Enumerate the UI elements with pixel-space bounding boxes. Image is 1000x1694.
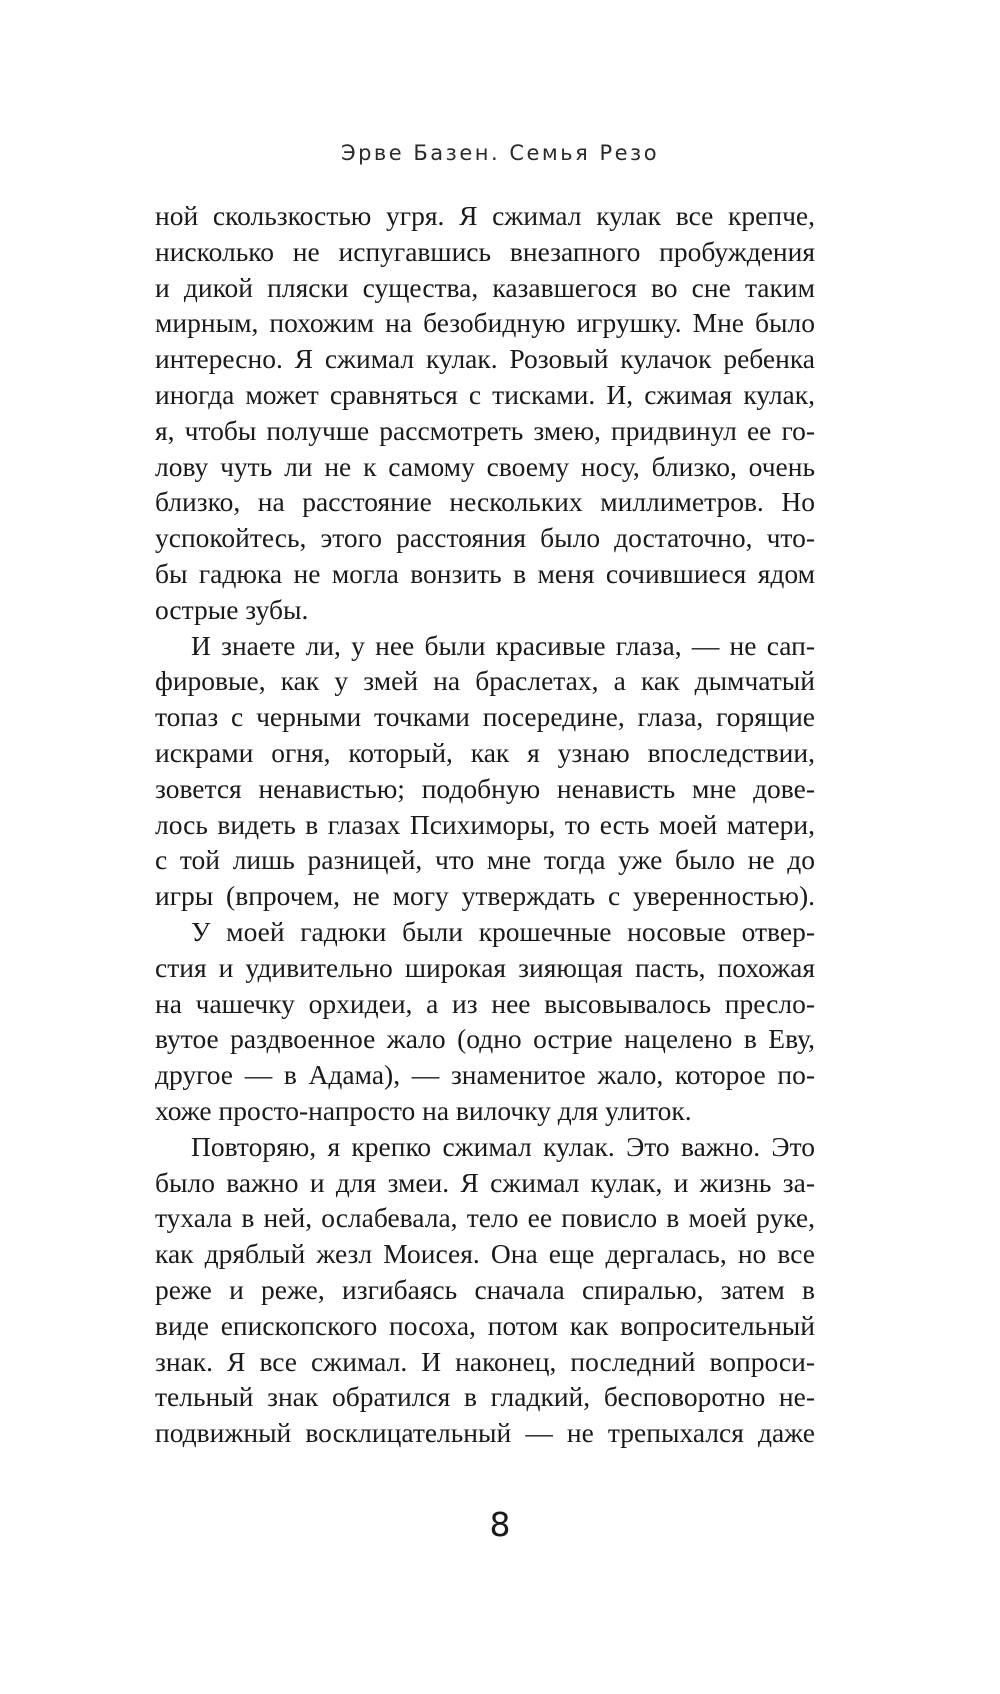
text-line: зовется ненавистью; подобную ненависть мне дове- bbox=[155, 772, 815, 804]
text-line: с той лишь разницей, что мне тогда уже было не до bbox=[155, 844, 815, 876]
text-line: я, чтобы получше рассмотреть змею, придвинул ее го- bbox=[155, 414, 815, 446]
text-line: лось видеть в глазах Психиморы, то есть моей матери, bbox=[155, 808, 815, 840]
paragraph bbox=[155, 628, 815, 914]
text-line: хоже просто-напросто на вилочку для улиток. bbox=[155, 1094, 692, 1126]
text-line: успокойтесь, этого расстояния было достаточно, что- bbox=[155, 522, 815, 554]
text-line: было важно и для змеи. Я сжимал кулак, и жизнь за- bbox=[155, 1166, 815, 1198]
text-line: тельный знак обратился в гладкий, бесповоротно не- bbox=[155, 1381, 815, 1413]
text-line: топаз с черными точками посередине, глаза, горящие bbox=[155, 701, 815, 733]
text-line: лову чуть ли не к самому своему носу, близко, очень bbox=[155, 450, 815, 482]
text-line: тухала в ней, ослабевала, тело ее повисло в моей руке, bbox=[155, 1202, 815, 1234]
text-line: фировые, как у змей на браслетах, а как дымчатый bbox=[155, 665, 815, 697]
text-line: знак. Я все сжимал. И наконец, последний вопроси- bbox=[155, 1345, 815, 1377]
text-line: и дикой пляски существа, казавшегося во сне таким bbox=[155, 271, 815, 303]
text-line: ной скользкостью угря. Я сжимал кулак все крепче, bbox=[155, 200, 815, 231]
text-line: реже и реже, изгибаясь сначала спиралью, затем в bbox=[155, 1273, 815, 1305]
paragraph bbox=[155, 1129, 815, 1451]
paragraph bbox=[155, 198, 815, 628]
paragraph bbox=[155, 914, 815, 1129]
text-line: У моей гадюки были крошечные носовые отвер- bbox=[191, 915, 815, 947]
text-line: бы гадюка не могла вонзить в меня сочившиеся ядом bbox=[155, 557, 815, 589]
text-line: вутое раздвоенное жало (одно острие нацелено в Еву, bbox=[155, 1023, 815, 1055]
text-line: острые зубы. bbox=[155, 593, 309, 625]
text-line: иногда может сравняться с тисками. И, сжимая кулак, bbox=[155, 378, 815, 410]
text-line: подвижный восклицательный — не трепыхался даже bbox=[155, 1417, 815, 1449]
text-line: как дряблый жезл Моисея. Она еще дергалась, но все bbox=[155, 1238, 815, 1270]
text-line: интересно. Я сжимал кулак. Розовый кулачок ребенка bbox=[155, 343, 815, 375]
page-number: 8 bbox=[489, 1505, 511, 1544]
text-line: искрами огня, который, как я узнаю впоследствии, bbox=[155, 736, 815, 768]
text-line: Повторяю, я крепко сжимал кулак. Это важно. Это bbox=[191, 1130, 815, 1162]
text-line: виде епископского посоха, потом как вопросительный bbox=[155, 1309, 815, 1341]
text-line: И знаете ли, у нее были красивые глаза, — не сап- bbox=[191, 629, 815, 661]
text-line: нисколько не испугавшись внезапного пробуждения bbox=[155, 235, 815, 267]
body-text bbox=[155, 198, 815, 1451]
text-line: стия и удивительно широкая зияющая пасть, похожая bbox=[155, 951, 815, 983]
text-line: игры (впрочем, не могу утверждать с уверенностью). bbox=[155, 880, 815, 912]
text-line: мирным, похожим на безобидную игрушку. Мне было bbox=[155, 307, 815, 339]
text-line: другое — в Адама), — знаменитое жало, которое по- bbox=[155, 1059, 815, 1091]
text-line: близко, на расстояние нескольких миллиметров. Но bbox=[155, 486, 815, 518]
text-line: на чашечку орхидеи, а из нее высовывалось пресло- bbox=[155, 987, 815, 1019]
running-head-title: Эрве Базен. Семья Резо bbox=[340, 141, 660, 165]
